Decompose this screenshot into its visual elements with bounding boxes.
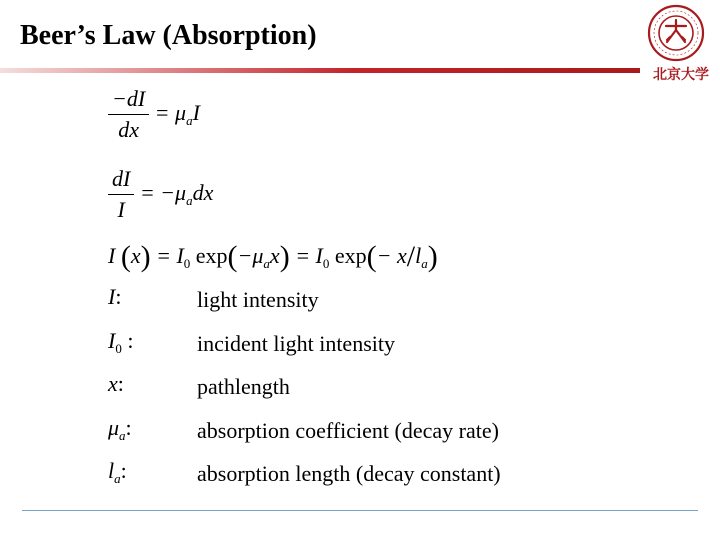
equation-differential [108, 86, 200, 143]
rhs: = $-\mu_adx$ [139, 179, 214, 208]
bottom-rule [22, 510, 698, 511]
definition-text: incident light intensity [197, 330, 395, 356]
equation-solution: I $(x) = I_0$ $\exp(-\mu_ax) = I_0$ $\exp(- x/l_a)$ [108, 240, 438, 273]
slide-title: Beer’s Law (Absorption) [20, 20, 317, 51]
symbol: $\mu_a$: [108, 414, 132, 443]
definition-text: light intensity [197, 287, 319, 312]
university-name-logo-text: 北京大学 [653, 67, 709, 83]
symbol: $l_a$: [108, 458, 127, 486]
numerator: dI [108, 166, 134, 195]
definition-text: absorption coefficient (decay rate) [197, 417, 499, 443]
definition-text: absorption length (decay constant) [197, 461, 501, 486]
denominator: I [117, 197, 125, 222]
fraction [108, 166, 134, 223]
equation-separated [108, 166, 213, 223]
peking-university-seal-logo [637, 4, 715, 62]
fraction [108, 86, 149, 143]
denominator: dx [118, 117, 139, 142]
numerator: −dI [108, 86, 149, 115]
definition-text: pathlength [197, 374, 290, 399]
title-rule [0, 68, 640, 73]
symbol: $I_0$ : [108, 327, 134, 356]
symbol: x: [108, 371, 124, 396]
symbol: I: [108, 284, 122, 309]
rhs: = $\mu_aI$ [154, 99, 200, 128]
